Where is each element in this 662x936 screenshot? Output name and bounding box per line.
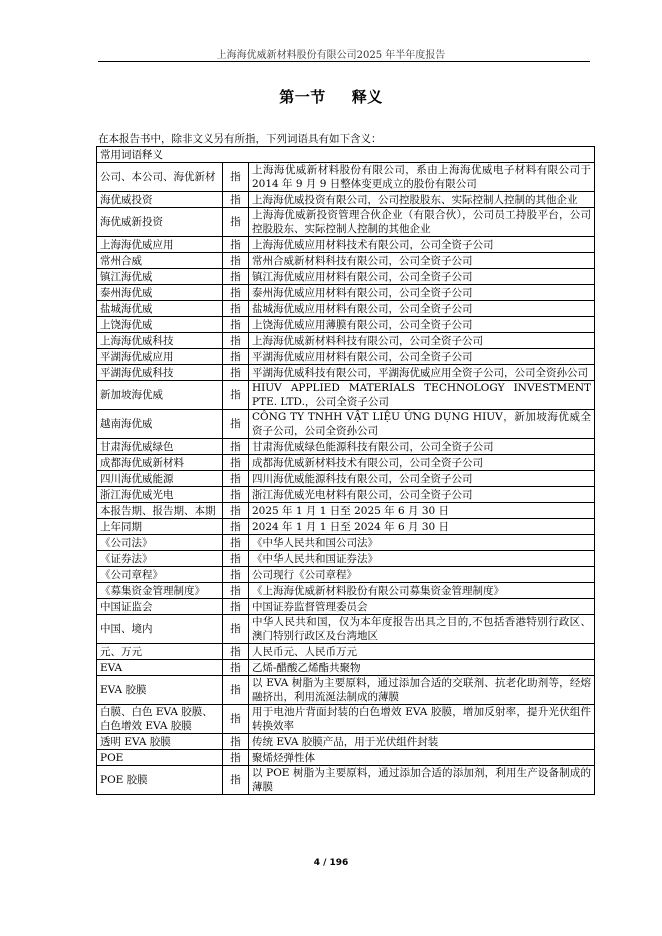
- table-row: [97, 192, 595, 208]
- table-row: [97, 237, 595, 253]
- table-definition-cell: 人民币元、人民币万元: [249, 644, 595, 660]
- table-term-cell: 元、万元: [97, 644, 223, 660]
- table-definition-cell: 泰州海优威应用材料有限公司，公司全资子公司: [249, 285, 595, 301]
- table-term-cell: 白膜、白色 EVA 胶膜、白色增效 EVA 胶膜: [97, 705, 223, 734]
- table-term-cell: 新加坡海优威: [97, 381, 223, 410]
- table-term-cell: 《证券法》: [97, 551, 223, 567]
- table-term-cell: 《募集资金管理制度》: [97, 583, 223, 599]
- table-term-cell: 泰州海优威: [97, 285, 223, 301]
- table-ref-cell: 指: [223, 644, 249, 660]
- table-ref-cell: 指: [223, 365, 249, 381]
- table-ref-cell: 指: [223, 615, 249, 644]
- table-row: [97, 599, 595, 615]
- table-row: [97, 439, 595, 455]
- table-row: [97, 285, 595, 301]
- table-term-cell: 平湖海优威科技: [97, 365, 223, 381]
- table-ref-cell: 指: [223, 253, 249, 269]
- table-definition-cell: 中华人民共和国，仅为本年度报告出具之目的,不包括香港特别行政区、澳门特别行政区及台湾地区: [249, 615, 595, 644]
- table-definition-cell: 甘肃海优威绿色能源科技有限公司，公司全资子公司: [249, 439, 595, 455]
- table-row: [97, 644, 595, 660]
- page-number: 4 / 196: [313, 858, 349, 868]
- table-term-cell: 成都海优威新材料: [97, 455, 223, 471]
- table-definition-cell: 《中华人民共和国公司法》: [249, 535, 595, 551]
- table-definition-cell: 上海海优威新投资管理合伙企业（有限合伙），公司员工持股平台，公司控股股东、实际控制人控制的其他企业: [249, 208, 595, 237]
- table-ref-cell: 指: [223, 503, 249, 519]
- table-ref-cell: 指: [223, 734, 249, 750]
- table-row: [97, 734, 595, 750]
- table-ref-cell: 指: [223, 285, 249, 301]
- table-ref-cell: 指: [223, 676, 249, 705]
- table-row: [97, 253, 595, 269]
- table-row: [97, 455, 595, 471]
- table-term-cell: 本报告期、报告期、本期: [97, 503, 223, 519]
- table-row: [97, 163, 595, 192]
- table-row: [97, 535, 595, 551]
- table-definition-cell: 《上海海优威新材料股份有限公司募集资金管理制度》: [249, 583, 595, 599]
- table-definition-cell: 聚烯烃弹性体: [249, 750, 595, 766]
- table-term-cell: 甘肃海优威绿色: [97, 439, 223, 455]
- section-name: 释义: [351, 88, 383, 106]
- table-ref-cell: 指: [223, 192, 249, 208]
- table-ref-cell: 指: [223, 163, 249, 192]
- page-header: 上海海优威新材料股份有限公司2025 年半年度报告: [216, 50, 446, 61]
- table-ref-cell: 指: [223, 317, 249, 333]
- table-row: [97, 208, 595, 237]
- table-term-cell: 透明 EVA 胶膜: [97, 734, 223, 750]
- table-ref-cell: 指: [223, 381, 249, 410]
- table-row: [97, 705, 595, 734]
- table-term-cell: 中国、境内: [97, 615, 223, 644]
- table-ref-cell: 指: [223, 750, 249, 766]
- table-definition-cell: 乙烯-醋酸乙烯酯共聚物: [249, 660, 595, 676]
- table-row: [97, 519, 595, 535]
- table-ref-cell: 指: [223, 410, 249, 439]
- table-ref-cell: 指: [223, 333, 249, 349]
- table-ref-cell: 指: [223, 237, 249, 253]
- table-ref-cell: 指: [223, 487, 249, 503]
- table-row: [97, 583, 595, 599]
- table-row: [97, 349, 595, 365]
- table-definition-cell: 上海海优威新材料科技有限公司，公司全资子公司: [249, 333, 595, 349]
- table-definition-cell: 四川海优威能源科技有限公司，公司全资子公司: [249, 471, 595, 487]
- table-row: [97, 487, 595, 503]
- table-term-cell: POE: [97, 750, 223, 766]
- table-definition-cell: 常州合威新材料科技有限公司，公司全资子公司: [249, 253, 595, 269]
- table-definition-cell: 上海海优威投资有限公司，公司控股股东、实际控制人控制的其他企业: [249, 192, 595, 208]
- section-title: [0, 86, 662, 107]
- header-divider: [98, 61, 590, 62]
- table-row: [97, 750, 595, 766]
- table-term-cell: 越南海优威: [97, 410, 223, 439]
- table-ref-cell: 指: [223, 766, 249, 795]
- table-row: [97, 766, 595, 795]
- table-ref-cell: 指: [223, 519, 249, 535]
- table-group-row: [97, 147, 595, 163]
- table-row: [97, 269, 595, 285]
- table-term-cell: 上海海优威应用: [97, 237, 223, 253]
- table-definition-cell: 上饶海优威应用薄膜有限公司，公司全资子公司: [249, 317, 595, 333]
- table-row: [97, 381, 595, 410]
- table-term-cell: EVA: [97, 660, 223, 676]
- intro-text: 在本报告书中，除非文义另有所指，下列词语具有如下含义：: [98, 133, 382, 145]
- table-term-cell: 四川海优威能源: [97, 471, 223, 487]
- table-term-cell: 海优威投资: [97, 192, 223, 208]
- table-row: [97, 615, 595, 644]
- table-definition-cell: 平湖海优威科技有限公司，平湖海优威应用全资子公司，公司全资孙公司: [249, 365, 595, 381]
- table-row: [97, 301, 595, 317]
- table-definition-cell: 传统 EVA 胶膜产品，用于光伏组件封装: [249, 734, 595, 750]
- table-definition-cell: 以 EVA 树脂为主要原料，通过添加合适的交联剂、抗老化助剂等，经熔融挤出，利用流涎法制成的薄膜: [249, 676, 595, 705]
- table-ref-cell: 指: [223, 583, 249, 599]
- table-ref-cell: 指: [223, 455, 249, 471]
- table-term-cell: 《公司章程》: [97, 567, 223, 583]
- table-row: [97, 567, 595, 583]
- table-term-cell: 上年同期: [97, 519, 223, 535]
- table-term-cell: 上海海优威科技: [97, 333, 223, 349]
- table-definition-cell: 《中华人民共和国证券法》: [249, 551, 595, 567]
- table-row: [97, 365, 595, 381]
- table-ref-cell: 指: [223, 705, 249, 734]
- table-term-cell: 镇江海优威: [97, 269, 223, 285]
- table-definition-cell: 2024 年 1 月 1 日至 2024 年 6 月 30 日: [249, 519, 595, 535]
- table-term-cell: EVA 胶膜: [97, 676, 223, 705]
- table-row: [97, 410, 595, 439]
- table-definition-cell: 用于电池片背面封装的白色增效 EVA 胶膜，增加反射率，提升光伏组件转换效率: [249, 705, 595, 734]
- table-term-cell: 常州合威: [97, 253, 223, 269]
- table-ref-cell: 指: [223, 567, 249, 583]
- table-term-cell: 海优威新投资: [97, 208, 223, 237]
- table-definition-cell: 平湖海优威应用材料有限公司，公司全资子公司: [249, 349, 595, 365]
- table-definition-cell: 公司现行《公司章程》: [249, 567, 595, 583]
- table-definition-cell: 上海海优威应用材料技术有限公司，公司全资子公司: [249, 237, 595, 253]
- table-term-cell: 浙江海优威光电: [97, 487, 223, 503]
- table-ref-cell: 指: [223, 208, 249, 237]
- table-row: [97, 503, 595, 519]
- table-term-cell: POE 胶膜: [97, 766, 223, 795]
- table-ref-cell: 指: [223, 349, 249, 365]
- table-group-label: 常用词语释义: [97, 147, 595, 163]
- table-definition-cell: 镇江海优威应用材料有限公司，公司全资子公司: [249, 269, 595, 285]
- table-definition-cell: HIUV APPLIED MATERIALS TECHNOLOGY INVESTMENT PTE. LTD.，公司全资子公司: [249, 381, 595, 410]
- section-number: 第一节: [279, 88, 326, 106]
- table-definition-cell: 2025 年 1 月 1 日至 2025 年 6 月 30 日: [249, 503, 595, 519]
- table-row: [97, 317, 595, 333]
- table-ref-cell: 指: [223, 535, 249, 551]
- table-term-cell: 盐城海优威: [97, 301, 223, 317]
- table-ref-cell: 指: [223, 301, 249, 317]
- table-definition-cell: 上海海优威新材料股份有限公司，系由上海海优威电子材料有限公司于 2014 年 9 月 9 日整体变更成立的股份有限公司: [249, 163, 595, 192]
- definitions-table: [96, 146, 595, 795]
- table-row: [97, 676, 595, 705]
- table-row: [97, 471, 595, 487]
- table-ref-cell: 指: [223, 439, 249, 455]
- table-ref-cell: 指: [223, 551, 249, 567]
- table-definition-cell: CÔNG TY TNHH VẬT LIỆU ỨNG DỤNG HIUV，新加坡海优威全资子公司，公司全资孙公司: [249, 410, 595, 439]
- table-definition-cell: 成都海优威新材料技术有限公司，公司全资子公司: [249, 455, 595, 471]
- table-ref-cell: 指: [223, 660, 249, 676]
- table-term-cell: 平湖海优威应用: [97, 349, 223, 365]
- table-row: [97, 333, 595, 349]
- table-row: [97, 551, 595, 567]
- table-definition-cell: 浙江海优威光电材料有限公司，公司全资子公司: [249, 487, 595, 503]
- table-term-cell: 公司、本公司、海优新材: [97, 163, 223, 192]
- table-ref-cell: 指: [223, 269, 249, 285]
- table-definition-cell: 中国证券监督管理委员会: [249, 599, 595, 615]
- table-definition-cell: 盐城海优威应用材料有限公司，公司全资子公司: [249, 301, 595, 317]
- table-ref-cell: 指: [223, 471, 249, 487]
- table-row: [97, 660, 595, 676]
- table-term-cell: 中国证监会: [97, 599, 223, 615]
- table-definition-cell: 以 POE 树脂为主要原料，通过添加合适的添加剂，利用生产设备制成的薄膜: [249, 766, 595, 795]
- table-term-cell: 《公司法》: [97, 535, 223, 551]
- table-ref-cell: 指: [223, 599, 249, 615]
- table-term-cell: 上饶海优威: [97, 317, 223, 333]
